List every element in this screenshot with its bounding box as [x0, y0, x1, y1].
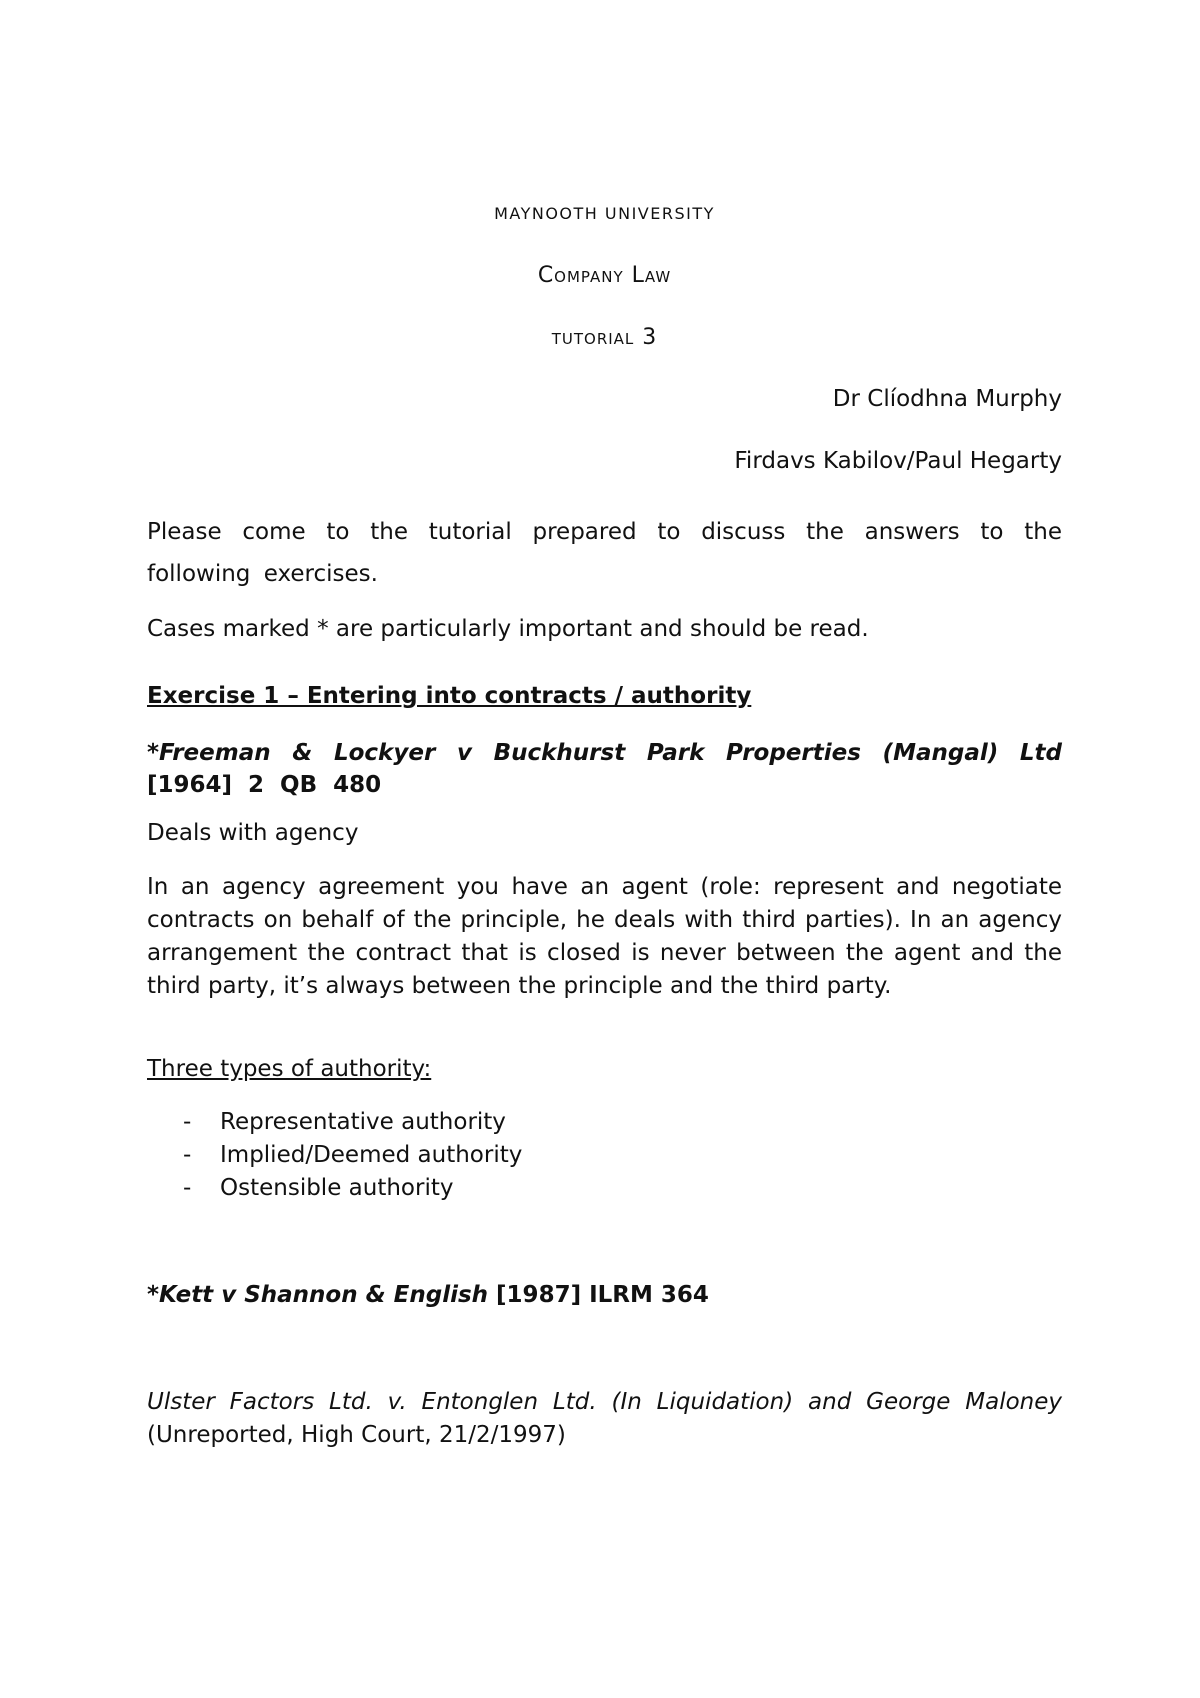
case-kett-shannon	[147, 1282, 709, 1308]
university-name: MAYNOOTH UNIVERSITY	[494, 204, 715, 223]
exercise-1-heading: Exercise 1 – Entering into contracts / authority	[147, 683, 752, 709]
list-item-label: Ostensible authority	[220, 1175, 454, 1201]
case-citation: (Unreported, High Court, 21/2/1997)	[147, 1422, 566, 1448]
tutor-names: Firdavs Kabilov/Paul Hegarty	[734, 448, 1062, 474]
list-item	[147, 1139, 522, 1172]
authority-types-list	[147, 1106, 522, 1205]
case-citation: [1987] ILRM 364	[496, 1282, 709, 1308]
list-item-label: Implied/Deemed authority	[220, 1142, 523, 1168]
agency-paragraph: In an agency agreement you have an agent (role: represent and negotiate contracts on behalf of the principle, he deals with third parties). In an agency arrangement the contract that is closed is never between the agent and the third party, it’s always between the principle and the third party.	[147, 874, 1062, 999]
important-cases-note: Cases marked * are particularly important and should be read.	[147, 616, 869, 642]
list-dash: -	[183, 1109, 192, 1135]
list-dash: -	[183, 1175, 192, 1201]
case-citation: [1964] 2 QB 480	[147, 772, 382, 798]
instructions-paragraph: Please come to the tutorial prepared to discuss the answers to the following exercises.	[147, 519, 1062, 587]
list-item	[147, 1106, 522, 1139]
lecturer-name: Dr Clíodhna Murphy	[832, 386, 1062, 412]
course-title: Company Law	[537, 263, 672, 288]
list-item	[147, 1172, 522, 1205]
case-name: Ulster Factors Ltd. v. Entonglen Ltd. (In Liquidation) and George Maloney	[147, 1389, 1062, 1415]
deals-with-agency: Deals with agency	[147, 820, 359, 846]
list-item-label: Representative authority	[220, 1109, 506, 1135]
case-name: *Kett v Shannon & English	[147, 1282, 489, 1308]
case-freeman-lockyer	[147, 737, 1062, 801]
case-name: *Freeman & Lockyer v Buckhurst Park Properties (Mangal) Ltd	[147, 740, 1062, 766]
authority-types-heading: Three types of authority:	[147, 1056, 432, 1082]
list-dash: -	[183, 1142, 192, 1168]
case-ulster-factors	[147, 1386, 1062, 1452]
tutorial-title: tutorial 3	[551, 325, 658, 350]
